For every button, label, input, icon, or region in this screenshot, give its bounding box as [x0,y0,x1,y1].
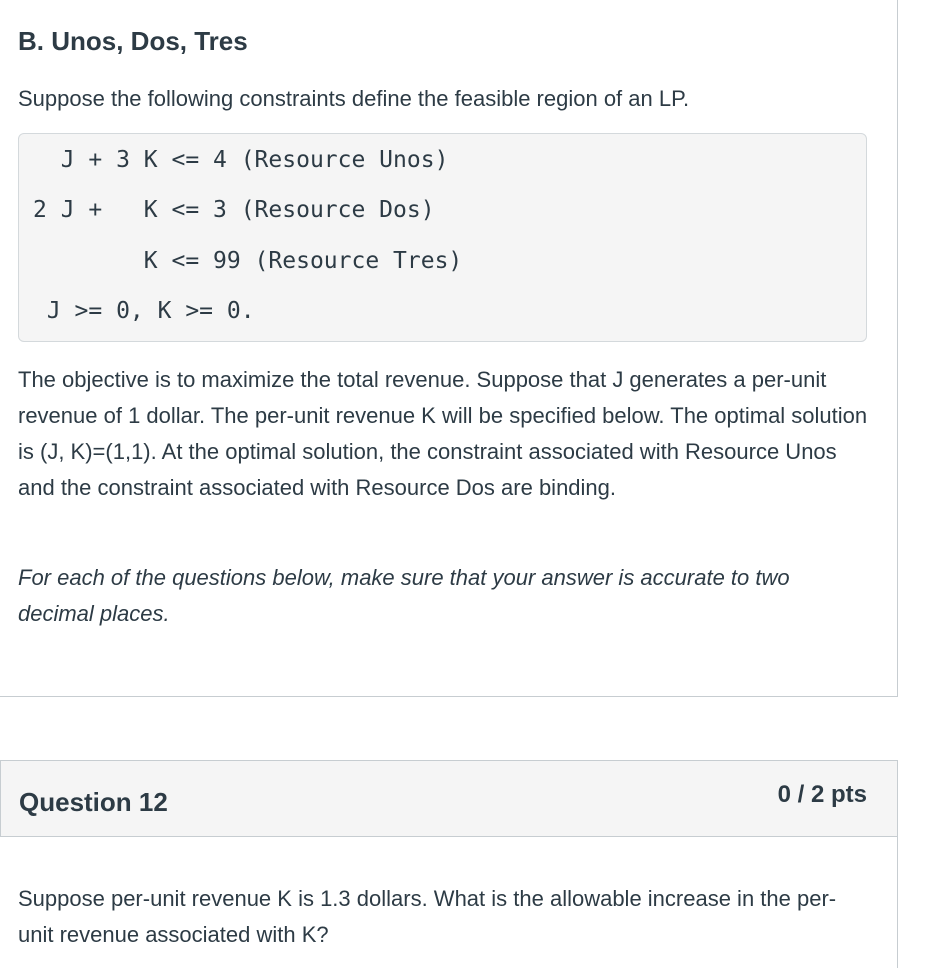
constraint-tres: K <= 99 (Resource Tres) [33,248,463,274]
objective-paragraph: The objective is to maximize the total revenue. Suppose that J generates a per-unit revenue of 1 dollar. The per-unit revenue K will be specified below. The optimal solution is (J, K)=(1,1). At the optimal solution, the constraint associated with Resource Unos and the constraint associated with Resource Dos are binding. [18,367,868,500]
question-points: 0 / 2 pts [777,781,867,808]
question-title: Question 12 [19,787,168,817]
section-title: B. Unos, Dos, Tres [18,26,248,56]
intro-text: Suppose the following constraints define the feasible region of an LP. [18,86,690,111]
constraint-unos: J + 3 K <= 4 (Resource Unos) [33,147,449,173]
question-header [0,760,898,837]
constraints-code-block [18,133,867,342]
accuracy-note: For each of the questions below, make sure that your answer is accurate to two decimal places. [18,565,790,626]
constraint-nonnegativity: J >= 0, K >= 0. [33,298,255,324]
question-body [0,837,898,968]
question-text: Suppose per-unit revenue K is 1.3 dollars. What is the allowable increase in the per-unit revenue associated with K? [18,886,837,947]
constraint-dos: 2 J + K <= 3 (Resource Dos) [33,197,435,223]
